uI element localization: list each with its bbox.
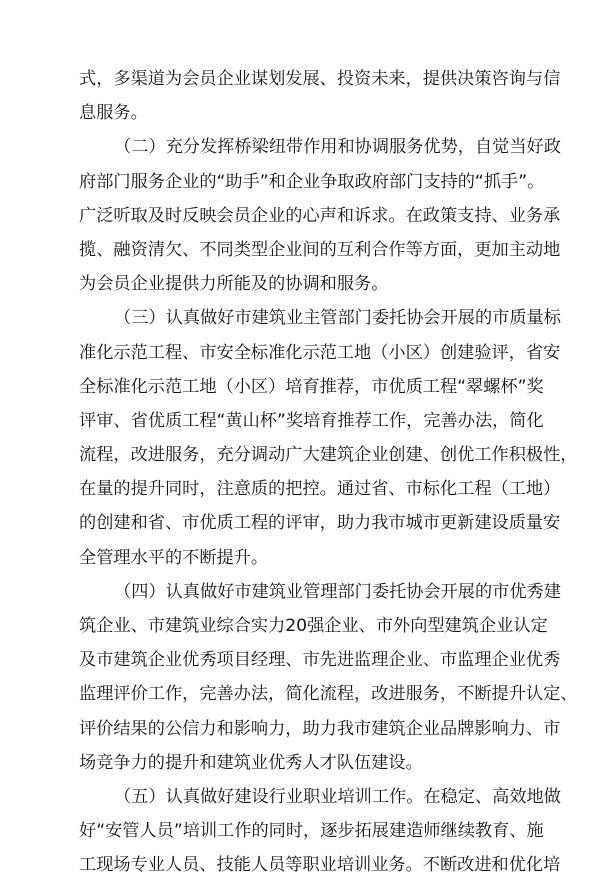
- text-line: 准化示范工程、市安全标准化示范工地（小区）创建验评，省安: [79, 342, 561, 363]
- text-line: 评审、省优质工程“黄山杯”奖培育推荐工作，完善办法，简化: [79, 410, 544, 431]
- text-line: 息服务。: [79, 103, 148, 124]
- text-line: 场竞争力的提升和建筑业优秀人才队伍建设。: [79, 752, 423, 773]
- text-line: 好“安管人员”培训工作的同时，逐步拓展建造师继续教育、施: [79, 821, 544, 842]
- text-line: 全管理水平的不断提升。: [79, 547, 269, 568]
- paragraph-heading-line: （二）充分发挥桥梁纽带作用和协调服务优势，自觉当好政: [114, 137, 561, 158]
- paragraph-heading-line: （四）认真做好市建筑业管理部门委托协会开展的市优秀建: [114, 581, 561, 602]
- text-line: 监理评价工作，完善办法，简化流程，改进服务，不断提升认定、: [79, 684, 578, 705]
- text-line: 府部门服务企业的“助手”和企业争取政府部门支持的“抓手”。: [79, 171, 545, 192]
- text-line: 及市建筑企业优秀项目经理、市先进监理企业、市监理企业优秀: [79, 650, 561, 671]
- text-line: 筑企业、市建筑业综合实力20强企业、市外向型建筑企业认定: [79, 616, 548, 636]
- text-line: 为会员企业提供力所能及的协调和服务。: [79, 274, 389, 295]
- text-line: 评价结果的公信力和影响力，助力我市建筑企业品牌影响力、市: [79, 718, 561, 739]
- text-line: 在量的提升同时，注意质的把控。通过省、市标化工程（工地）: [79, 479, 561, 500]
- paragraph-heading-line: （三）认真做好市建筑业主管部门委托协会开展的市质量标: [114, 308, 561, 329]
- text-line: 的创建和省、市优质工程的评审，助力我市城市更新建设质量安: [79, 513, 561, 534]
- text-line: 流程，改进服务，充分调动广大建筑企业创建、创优工作积极性，: [79, 445, 578, 466]
- text-line: 式，多渠道为会员企业谋划发展、投资未来，提供决策咨询与信: [79, 69, 561, 89]
- paragraph-heading-line: （五）认真做好建设行业职业培训工作。在稳定、高效地做: [114, 786, 561, 807]
- text-line: 揽、融资清欠、不同类型企业间的互利合作等方面，更加主动地: [79, 239, 561, 260]
- text-line: 全标准化示范工地（小区）培育推荐，市优质工程“翠螺杯”奖: [79, 376, 544, 397]
- text-line: 工现场专业人员、技能人员等职业培训业务。不断改进和优化培: [79, 855, 561, 876]
- text-line: 广泛听取及时反映会员企业的心声和诉求。在政策支持、业务承: [79, 205, 561, 226]
